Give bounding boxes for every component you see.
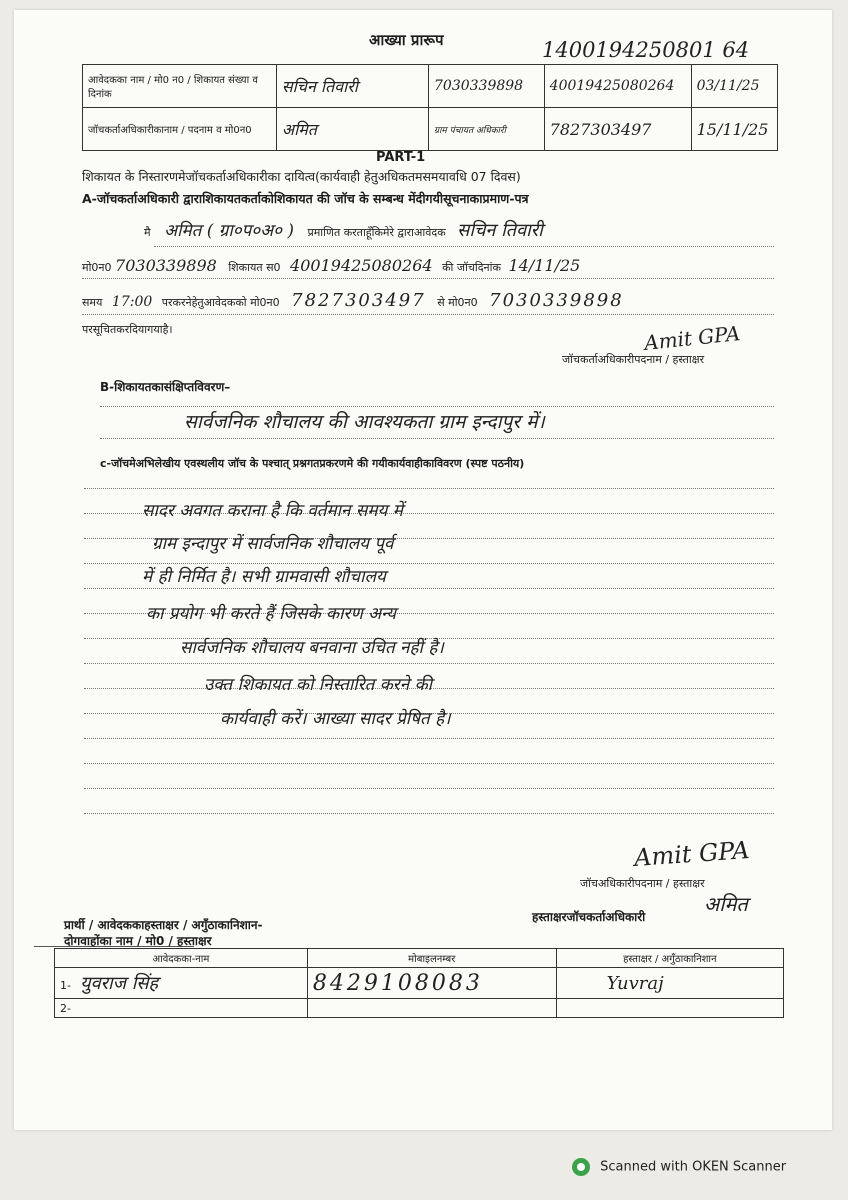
row-label: आवेदकका नाम / मो0 न0 / शिकायत संख्या व दिनांक <box>83 65 277 108</box>
dotted-line <box>84 763 774 764</box>
report-line: ग्राम इन्दापुर में सार्वजनिक शौचालय पूर्व <box>152 534 394 554</box>
signature-c-caption: जॉचअधिकारीपदनाम / हस्ताक्षर <box>580 877 705 890</box>
complaint-summary: सार्वजनिक शौचालय की आवश्यकता ग्राम इन्दापुर में। <box>184 411 545 433</box>
oken-scanner-icon <box>572 1158 590 1176</box>
officer-info-table <box>82 64 778 151</box>
witness-name-cell: 1- युवराज सिंह <box>55 968 308 999</box>
officer-designation-cell: ग्राम पंचायत अधिकारी <box>429 108 545 151</box>
form-title: आख्या प्रारूप <box>369 31 444 49</box>
dotted-line <box>154 246 774 247</box>
report-line: कार्यवाही करें। आख्या सादर प्रेषित है। <box>220 709 451 729</box>
report-line: सार्वजनिक शौचालय बनवाना उचित नहीं है। <box>180 638 444 658</box>
witness-name-cell: 2- <box>55 999 308 1018</box>
scanner-watermark <box>572 1158 786 1176</box>
applicant-signature-label: प्रार्थी / आवेदककाहस्ताक्षर / अगुँठाकानिशान- <box>64 918 263 932</box>
certificate-line-3: समय 17:00 परकरनेहेतुआवेदकको मो0न0 7827303497 से मो0न0 7030339898 <box>82 290 624 311</box>
column-header: हस्ताक्षर / अगुँठाकानिशान <box>556 949 783 968</box>
scanner-text: Scanned with OKEN Scanner <box>600 1159 787 1175</box>
section-c-heading: c-जॉचमेअभिलेखीय एवस्थलीय जॉच के पश्चात् प्रश्नगतप्रकरणमे की गयीकार्यवाहीकाविवरण (स्पष्ट पठनीय) <box>100 457 525 470</box>
witness-table <box>54 948 784 1018</box>
certificate-line-1: मै अमित ( ग्रा०प०अ० ) प्रमाणित करताहूँकिमेरे द्वाराआवेदक सचिन तिवारी <box>144 220 543 241</box>
part1-heading: PART-1 <box>376 150 426 165</box>
signature-a: Amit GPA <box>643 321 742 355</box>
applicant-mobile-cell: 7030339898 <box>429 65 545 108</box>
dotted-line <box>84 738 774 739</box>
witness-sign-cell <box>556 999 783 1018</box>
witness-mobile-cell: 8429108083 <box>307 968 556 999</box>
applicant-name-cell: सचिन तिवारी <box>276 65 428 108</box>
table-row <box>55 968 784 999</box>
section-a-heading: A-जॉचकर्ताअधिकारी द्वाराशिकायतकर्ताकोशिकायत की जॉच के सम्बन्ध मेंदीगयीसूचनाकाप्रमाण-पत्र <box>82 191 529 206</box>
dotted-line <box>82 314 774 315</box>
complaint-number-handwritten: 1400194250801 64 <box>542 38 750 62</box>
dotted-line <box>84 588 774 589</box>
dotted-line <box>84 813 774 814</box>
dotted-line <box>82 278 774 279</box>
dotted-line <box>100 438 774 439</box>
report-line: उक्त शिकायत को निस्तारित करने की <box>204 675 433 695</box>
complaint-date-cell: 03/11/25 <box>691 65 777 108</box>
dotted-line <box>84 488 774 489</box>
signature-c: Amit GPA <box>633 836 751 872</box>
column-header: मोबाइलनम्बर <box>307 949 556 968</box>
dotted-line <box>100 406 774 407</box>
certificate-line-2: मो0न0 7030339898 शिकायत स0 40019425080264 की जॉचदिनांक 14/11/25 <box>82 256 581 275</box>
officer-mobile-cell: 7827303497 <box>544 108 691 151</box>
witness-mobile-cell <box>307 999 556 1018</box>
column-header: आवेदकका-नाम <box>55 949 308 968</box>
inspection-date-cell: 15/11/25 <box>691 108 777 151</box>
table-row <box>55 999 784 1018</box>
document-page <box>14 10 832 1130</box>
dotted-line <box>84 663 774 664</box>
certificate-line-4: परसूचितकरदियागयाहै। <box>82 323 173 336</box>
row-label: जॉचकर्ताअधिकारीकानाम / पदनाम व मो0न0 <box>83 108 277 151</box>
report-line: में ही निर्मित है। सभी ग्रामवासी शौचालय <box>142 567 386 587</box>
duty-line: शिकायत के निस्तारणमेजॉचकर्ताअधिकारीका दायित्व(कार्यवाही हेतुअधिकतमसमयावधि 07 दिवस) <box>82 169 521 184</box>
officer-handwritten-name: अमित <box>704 892 748 916</box>
signature-a-caption: जॉचकर्ताअधिकारीपदनाम / हस्ताक्षर <box>562 353 705 366</box>
dotted-line <box>84 788 774 789</box>
table-row <box>83 108 778 151</box>
witness-sign-cell: Yuvraj <box>556 968 783 999</box>
report-line: सादर अवगत कराना है कि वर्तमान समय में <box>142 501 403 521</box>
complaint-number-cell: 40019425080264 <box>544 65 691 108</box>
officer-signature-label: हस्ताक्षरजॉचकर्ताअधिकारी <box>532 910 646 924</box>
witness-label: दोगवाहोंका नाम / मो0 / हस्ताक्षर <box>64 934 212 948</box>
table-header-row <box>55 949 784 968</box>
table-row <box>83 65 778 108</box>
section-b-heading: B-शिकायतकासंक्षिप्तविवरण– <box>100 380 231 394</box>
officer-name-cell: अमित <box>276 108 428 151</box>
report-line: का प्रयोग भी करते हैं जिसके कारण अन्य <box>146 604 397 624</box>
